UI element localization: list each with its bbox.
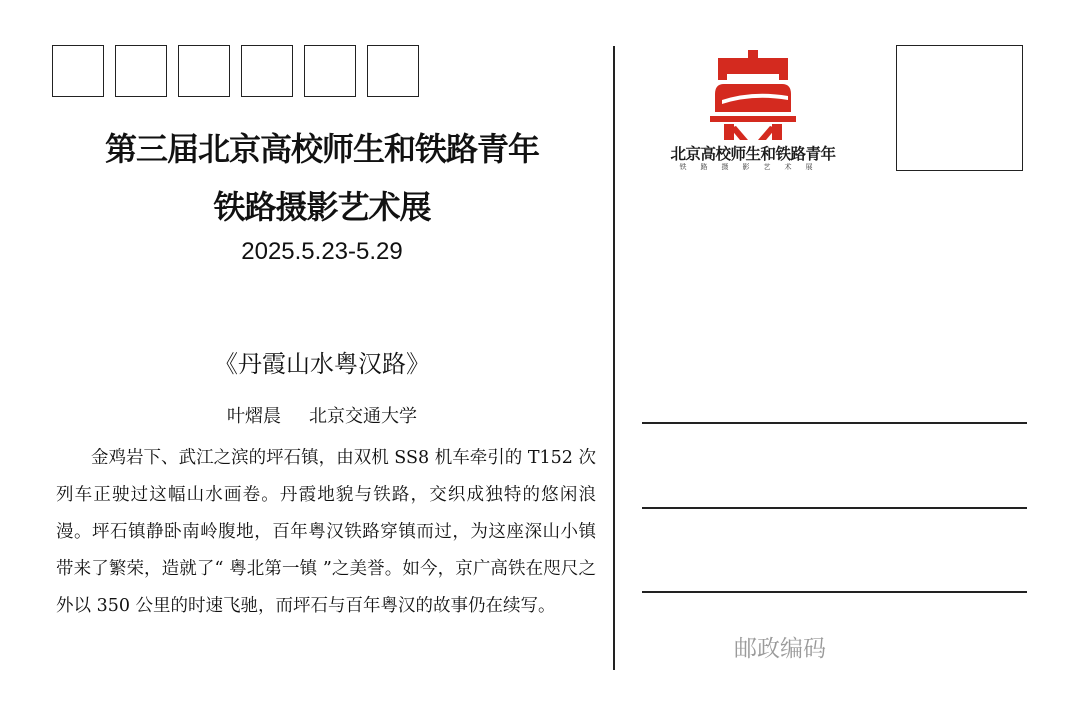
postcode-boxes [52,45,419,97]
logo-subtitle: 铁路摄影艺术展 [679,163,827,171]
postcode-box[interactable] [52,45,104,97]
address-line[interactable] [642,591,1027,593]
author-name: 叶熠晨 [227,406,281,427]
railway-exhibition-logo-icon [706,50,800,140]
author-line [52,402,592,428]
photo-work-title: 《丹霞山水粤汉路》 [214,350,430,378]
author-school: 北京交通大学 [309,406,417,427]
address-line[interactable] [642,422,1027,424]
postcode-box[interactable] [241,45,293,97]
postcode-box[interactable] [304,45,356,97]
photo-description: 金鸡岩下、武江之滨的坪石镇，由双机 SS8 机车牵引的 T152 次列车正驶过这幅山水画卷。丹霞地貌与铁路，交织成独特的悠闲浪漫。坪石镇静卧南岭腹地，百年粤汉铁路穿镇而过，为这座深山小镇带来了繁荣，造就了“ 粤北第一镇 ”之美誉。如今，京广高铁在咫尺之外以 350 公里的时速飞驰，而坪石与百年粤汉的故事仍在续写。 [56,448,596,616]
exhibition-title-line2: 铁路摄影艺术展 [213,188,431,226]
postcode-box[interactable] [367,45,419,97]
exhibition-title-line1: 第三届北京高校师生和铁路青年 [104,130,539,168]
postcode-label: 邮政编码 [734,636,826,662]
address-line[interactable] [642,507,1027,509]
stamp-box[interactable] [896,45,1023,171]
postcode-box[interactable] [115,45,167,97]
logo-org-name: 北京高校师生和铁路青年 [670,145,836,163]
postcode-box[interactable] [178,45,230,97]
center-divider [613,46,615,670]
exhibition-date: 2025.5.23-5.29 [241,238,403,265]
